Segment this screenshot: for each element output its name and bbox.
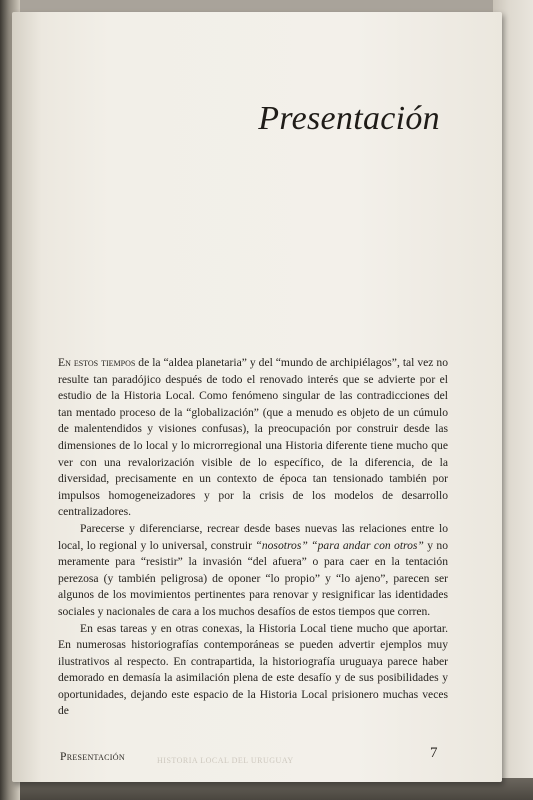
paragraph-1-rest: de la “aldea planetaria” y del “mundo de archipiélagos”, tal vez no resulte tan paradójico después de todo el renovado interés que se advierte por el estudio de la Historia Local. Como fenómeno singular de las contradicciones del tan mentado proceso de la “globalización” (que a menudo es objeto de un cúmulo de malentendidos y visiones confusas), la preocupación por construir desde las dimensiones de lo local y lo microrregional una Historia diferente tiene mucho que ver con una revalorización visible de lo específico, de la diferencia, de la diversidad, precisamente en un contexto de época tan tensionado también por impulsos homogeneizadores y por la crisis de los modelos de desarrollo centralizadores. xyxy=(58,356,449,519)
page-number: 7 xyxy=(430,745,438,761)
paragraph-2-part-a: Parecerse y diferenciarse, recrear desde bases nuevas las relaciones entre lo local, lo regional y lo universal, construir xyxy=(58,521,448,552)
paragraph-2 xyxy=(58,521,448,621)
paragraph-1-lead: En estos tiempos xyxy=(58,356,136,369)
paragraph-1 xyxy=(58,355,448,521)
bleed-through-text: HISTORIA LOCAL DEL URUGUAY xyxy=(157,756,294,765)
page-title: Presentación xyxy=(258,100,440,137)
paragraph-2-emphasis: “nosotros” “para andar con otros” xyxy=(255,538,424,552)
paragraph-2-part-b: y no meramente para “resistir” la invasión “del afuera” o para caer en la tentación perezosa (y también peligrosa) de oponer “lo propio” y “lo ajeno”, parecen ser algunos de los movimientos pertinentes para renovar y resignificar las identidades sociales y nacionales de cara a los muchos desafíos de estos tiempos que corren. xyxy=(58,538,449,618)
footer-running-head: Presentación xyxy=(60,751,125,763)
paragraph-3: En esas tareas y en otras conexas, la Historia Local tiene mucho que aportar. En numerosas historiografías contemporáneas se pueden advertir ejemplos muy ilustrativos al respecto. En contrapartida, la historiografía uruguaya parece haber demorado en demasía la asimilación plena de este desafío y de sus posibilidades y oportunidades, dejando este espacio de la Historia Local prisionero muchas veces de xyxy=(58,621,448,718)
book-page xyxy=(12,12,502,782)
body-text xyxy=(58,355,448,720)
